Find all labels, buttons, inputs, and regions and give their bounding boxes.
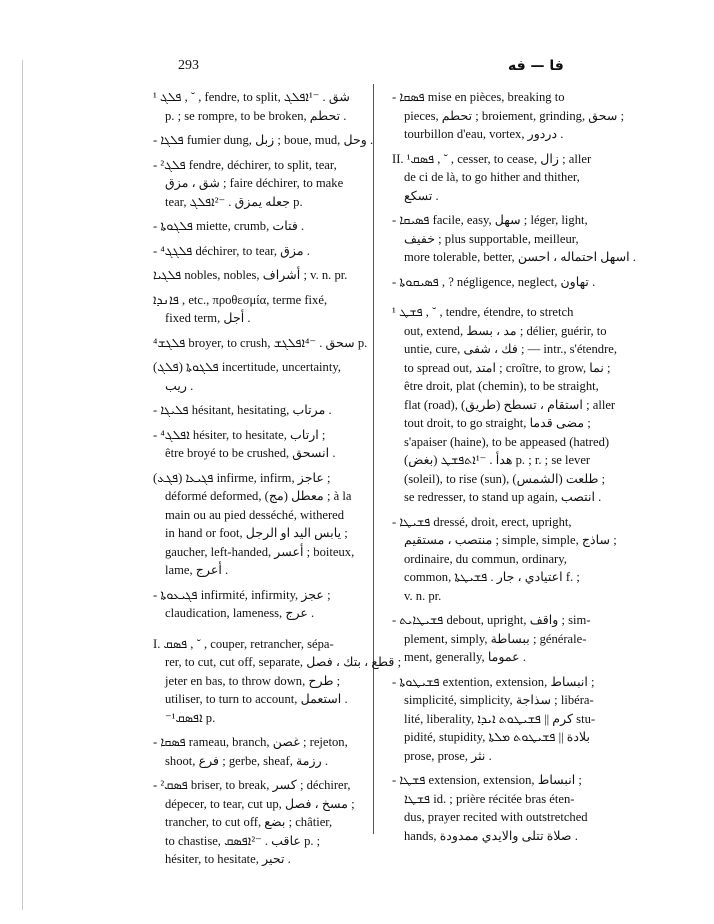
page-binding-edge — [22, 60, 23, 910]
entry-line: ¹ ܦܫܛ , ˘ , tendre, étendre, to stretch — [392, 305, 574, 319]
dictionary-entry — [153, 426, 368, 463]
entry-line: - ܦܣܝܩܘܬܐ , ? négligence, neglect, ﺗﻬﺎون . — [392, 274, 596, 289]
dictionary-entry — [153, 266, 368, 285]
entry-line: simplicité, simplicity, ﺳﺬاﺟﺔ ; libéra- — [404, 693, 594, 707]
entry-line: untie, cure, ﻓﻚ ، ﺷﻔﻰ ; — intr., s'étendre, — [404, 342, 618, 356]
entry-line: dus, prayer recited with outstretched — [404, 810, 588, 824]
entry-line: jeter en bas, to throw down, ﻃﺮح ; — [165, 673, 341, 688]
entry-line: ⁴ܦܠܓܫ broyer, to crush, ﺳﺤﻖ . ⁻⁴ܐܦܠܓܫ p. — [153, 335, 368, 350]
entry-line: être droit, plat (chemin), to be straight, — [404, 379, 599, 393]
dictionary-entry — [392, 673, 604, 766]
entry-line: - ܦܠܓܐ fumier dung, زبل ; boue, mud, وحل . — [153, 133, 374, 147]
entry-line: pieces, ﺗﺤﻄﻢ ; broiement, grinding, ﺳﺤﻖ ; — [404, 108, 625, 123]
entry-line: ܦܐܢܕܐ , etc., προθεσμία, terme fixé, — [153, 292, 328, 307]
entry-line: hésiter, to hesitate, ﺗﺤﻴﺮ . — [165, 852, 291, 866]
entry-line: - ܦܫܛܐ extension, extension, اﻧﺒﺴﺎط ; — [392, 773, 582, 787]
entry-line: tout droit, to go straight, ﻣﻀﻰ ﻗﺪﻣﺎ ; — [404, 416, 591, 430]
dictionary-entry — [153, 586, 368, 623]
entry-line: (ܦܠܓ) ܦܠܓܘܬܐ incertitude, uncertainty, — [153, 360, 341, 374]
dictionary-entry — [392, 513, 617, 606]
entry-line: trancher, to cut off, ﺑﻀﻊ ; châtier, — [165, 815, 333, 829]
entry-line: ¹ ܦܠܓ , ˘ , fendre, to split, ﺷﻖ . ⁻¹ܐܦܠܓ — [153, 90, 350, 104]
guide-words: فا — فه — [508, 58, 564, 74]
entry-line: - ²ܦܠܓ fendre, déchirer, to split, tear, — [153, 157, 337, 172]
entry-line: (soleil), to rise (sun), (اﻟﺸﻤﺲ) ﻃﻠﻌﺖ ; — [404, 471, 606, 486]
entry-line: plement, simply, ﺑﺒﺴﺎﻃﺔ ; générale- — [404, 631, 587, 646]
entry-line: utiliser, to turn to account, اﺳﺘﻌﻤﻞ . — [165, 692, 348, 706]
entry-line: rer, to cut, cut off, separate, ﻗﻄﻊ ، ﺑﺘﻚ ، ﻓﺼﻞ ; — [165, 655, 402, 669]
entry-line: ﺧﻔﻴﻒ ; plus supportable, meilleur, — [404, 231, 579, 246]
column-divider — [373, 84, 374, 834]
dictionary-entry — [153, 635, 402, 728]
entry-line: ordinaire, du commun, ordinary, — [404, 551, 567, 566]
entry-line: I. ܦܣܩ , ˘ , couper, retrancher, sépa- — [153, 636, 334, 651]
entry-line: s'apaiser (haine), to be appeased (hatred) — [404, 434, 610, 449]
left-column — [153, 88, 402, 875]
entry-line: hands, ﺻﻼة ﺗﺘﻠﻰ واﻻﻳﺪي ﻣﻤﺪودة . — [404, 828, 578, 843]
entry-line: to spread out, اﻣﺘﺪ ; croître, to grow, ﻧﻤﺎ ; — [404, 360, 611, 375]
dictionary-entry — [153, 469, 368, 580]
entry-line: - ܦܣܝܩܐ facile, easy, ﺳﻬﻞ ; léger, light, — [392, 213, 588, 227]
dictionary-entry — [153, 88, 368, 125]
entry-line: main ou au pied desséché, withered — [165, 507, 345, 522]
dictionary-entry — [153, 131, 374, 150]
entry-line: - ܦܠܝܓܐ hésitant, hesitating, ﻣﺮﺗﺎب . — [153, 403, 332, 417]
entry-line: - ⁴ܦܠܓܓ déchirer, to tear, ﻣﺰق . — [153, 243, 310, 258]
entry-line: dépecer, to tear, cut up, ﻣﺴﺦ ، ﻓﺼﻞ ; — [165, 796, 355, 811]
dictionary-entry — [392, 273, 604, 292]
entry-line: fixed term, أﺟﻞ . — [165, 311, 251, 325]
entry-line: (ﺑﻐﺾ) ﻫﺪأ . ⁻¹ܐܬܦܫܛ p. ; r. ; se lever — [404, 453, 591, 467]
entry-line: - ܦܫܝܛܘܬܐ extention, extension, اﻧﺒﺴﺎط ; — [392, 674, 595, 689]
entry-line: se redresser, to stand up again, اﻧﺘﺼﺐ . — [404, 490, 602, 504]
entry-line: ﺷﻖ ، ﻣﺰق ; faire déchirer, to make — [165, 176, 344, 190]
entry-line: - ⁴ܐܦܠܓ hésiter, to hesitate, ارﺗﺎب ; — [153, 427, 326, 442]
entry-line: pidité, stupidity, ﺑﻼدة || ܦܫܝܛܘܬ ܡܠܬܐ — [404, 730, 591, 744]
entry-line: shoot, ﻓﺮع ; gerbe, sheaf, رزﻣﺔ . — [165, 753, 328, 768]
dictionary-entry — [392, 150, 604, 206]
entry-line: common, اﻋﺘﻴﺎدي ، ﺟﺎر . ܦܫܝܛܬܐ f. ; — [404, 570, 580, 584]
dictionary-entry — [153, 217, 368, 236]
dictionary-entry — [153, 156, 368, 212]
entry-line: prose, prose, ﻧﺜﺮ . — [404, 748, 492, 763]
entry-line: more tolerable, better, اﺳﻬﻞ اﺣﺘﻤﺎﻟﻪ ، اﺣﺴﻦ . — [404, 250, 636, 264]
entry-line: - ܦܣܩܐ mise en pièces, breaking to — [392, 90, 565, 104]
entry-line: lité, liberality, ﻛﺮم || ܦܫܝܛܘܬ ܐܝܕܐ stu- — [404, 711, 596, 726]
page-number: 293 — [178, 58, 199, 73]
dictionary-entry — [153, 733, 368, 770]
entry-line: claudication, lameness, ﻋﺮج . — [165, 606, 315, 620]
entry-line: de ci de là, to go hither and thither, — [404, 170, 580, 184]
entry-line: - ܦܓܝܥܘܬܐ infirmité, infirmity, ﻋﺠﺰ ; — [153, 587, 331, 602]
entry-line: in hand or foot, ﻳﺎﺑﺲ اﻟﻴﺪ او اﻟﺮﺟﻞ ; — [165, 526, 348, 540]
dictionary-entry — [153, 334, 368, 353]
entry-line: ﺗﺴﻜﻊ . — [404, 188, 439, 203]
entry-line: out, extend, ﻣﺪ ، ﺑﺴﻂ ; délier, guérir, to — [404, 323, 607, 338]
entry-line: p. ; se rompre, to be broken, ﺗﺤﻄﻢ . — [165, 108, 347, 123]
dictionary-entry — [392, 211, 636, 267]
entry-line: (ܦܓܥ) ܦܓܝܥܐ infirme, infirm, ﻋﺎﺟﺰ ; — [153, 470, 331, 485]
dictionary-entry — [153, 358, 368, 395]
entry-line: tourbillon d'eau, vortex, دردور . — [404, 127, 564, 141]
entry-line: ܦܠܓܝܐ nobles, nobles, أﺷﺮاف ; v. n. pr. — [153, 268, 348, 282]
entry-line: - ܦܫܝܛܐ dressé, droit, erect, upright, — [392, 514, 572, 529]
entry-line: déformé deformed, (ﻣﺞ) ﻣﻌﻄﻞ ; à la — [165, 489, 352, 503]
entry-line: être broyé to be crushed, اﻧﺴﺤﻖ . — [165, 446, 336, 460]
entry-line: - ܦܠܓܘܬܐ miette, crumb, ﻓﺘﺎت . — [153, 219, 305, 233]
entry-line: ܦܫܛܐ id. ; prière récitée bras éten- — [404, 791, 575, 806]
dictionary-entry — [153, 291, 368, 328]
dictionary-entry — [153, 242, 368, 261]
entry-line: tear, ﺟﻌﻠﻪ ﻳﻤﺰق . ⁻²ܐܦܠܓ p. — [165, 194, 303, 209]
entry-line: to chastise, ﻋﺎﻗﺐ . ⁻²ܐܦܣܩ p. ; — [165, 833, 321, 848]
entry-line: ﻣﻨﺘﺼﺐ ، ﻣﺴﺘﻘﻴﻢ ; simple, simple, ﺳﺎذج ; — [404, 533, 617, 547]
entry-line: - ܦܣܩܐ rameau, branch, ﻏﺼﻦ ; rejeton, — [153, 735, 348, 749]
dictionary-entry — [392, 88, 625, 144]
entry-line: v. n. pr. — [404, 588, 442, 603]
entry-line: II. ¹ܦܣܩ , ˘ , cesser, to cease, زال ; aller — [392, 151, 592, 166]
entry-line: flat (road), (ﻃﺮﻳﻖ) اﺳﺘﻘﺎم ، ﺗﺴﻄﺢ ; aller — [404, 397, 616, 412]
entry-line: lame, أﻋﺮج . — [165, 563, 229, 577]
entry-line: رﻳﺐ . — [165, 378, 194, 393]
entry-line: - ²ܦܣܩ briser, to break, ﻛﺴﺮ ; déchirer, — [153, 778, 351, 792]
dictionary-entry — [392, 611, 604, 667]
entry-line: gaucher, left-handed, أﻋﺴﺮ ; boiteux, — [165, 544, 355, 559]
dictionary-entry — [392, 771, 604, 845]
entry-line: - ܦܫܝܛܐܝܬ debout, upright, واﻗﻒ ; sim- — [392, 613, 591, 627]
right-column — [392, 88, 636, 851]
entry-line: ment, generally, ﻋﻤﻮﻣﺎ . — [404, 650, 526, 664]
dictionary-entry — [153, 401, 368, 420]
dictionary-entry — [153, 776, 368, 869]
dictionary-entry — [392, 303, 618, 507]
entry-line: ⁻¹ܐܦܣܩ p. — [165, 710, 216, 725]
